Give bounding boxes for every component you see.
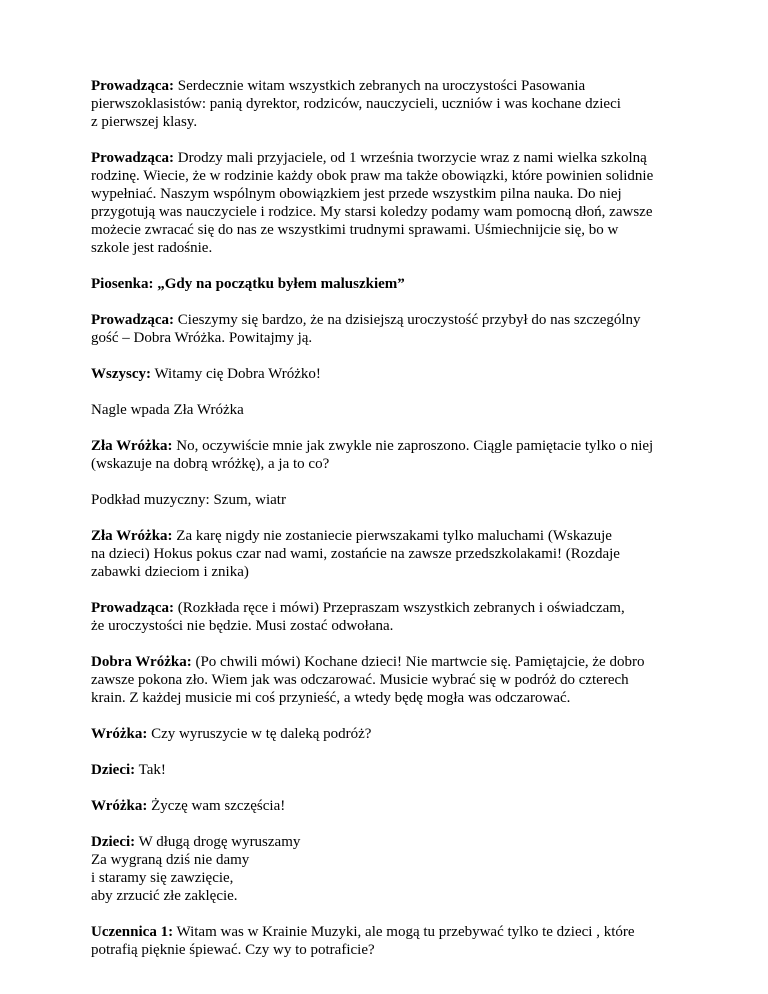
speaker-label: Dobra Wróżka: bbox=[91, 654, 192, 670]
speaker-label: Prowadząca: bbox=[91, 78, 175, 94]
speaker-label: Prowadząca: bbox=[91, 600, 175, 616]
paragraph-text: Życzę wam szczęścia! bbox=[147, 798, 286, 814]
paragraph-14 bbox=[91, 797, 691, 815]
paragraph-12 bbox=[91, 725, 691, 743]
paragraph-5 bbox=[91, 365, 691, 383]
paragraph-text: Czy wyruszycie w tę daleką podróż? bbox=[147, 726, 372, 742]
paragraph-text: Cieszymy się bardzo, że na dzisiejszą uroczystość przybył do nas szczególny gość – Dobra Wróżka. Powitajmy ją. bbox=[91, 312, 641, 346]
paragraph-text: Witam was w Krainie Muzyki, ale mogą tu przebywać tylko te dzieci , które potrafią pięknie śpiewać. Czy wy to potraficie? bbox=[91, 924, 635, 958]
paragraph-text: Tak! bbox=[135, 762, 166, 778]
paragraph-11 bbox=[91, 653, 691, 707]
paragraph-text: Serdecznie witam wszystkich zebranych na uroczystości Pasowania pierwszoklasistów: panią dyrektor, rodziców, nauczycieli, uczniów i was kochane dzieci z pierwszej klasy. bbox=[91, 78, 621, 130]
paragraph-15 bbox=[91, 833, 691, 905]
paragraph-text: Witamy cię Dobra Wróżko! bbox=[151, 366, 321, 382]
paragraph-8 bbox=[91, 491, 691, 509]
speaker-label: Wróżka: bbox=[91, 726, 148, 742]
paragraph-13 bbox=[91, 761, 691, 779]
paragraph-3 bbox=[91, 275, 691, 293]
paragraph-7 bbox=[91, 437, 691, 473]
stage-direction: Nagle wpada Zła Wróżka bbox=[91, 402, 244, 418]
speaker-label: Uczennica 1: bbox=[91, 924, 174, 940]
paragraph-6 bbox=[91, 401, 691, 419]
paragraph-2 bbox=[91, 149, 691, 257]
paragraph-4 bbox=[91, 311, 691, 347]
document-page bbox=[91, 77, 691, 959]
paragraph-16 bbox=[91, 923, 691, 959]
paragraph-text: (Po chwili mówi) Kochane dzieci! Nie martwcie się. Pamiętajcie, że dobro zawsze pokona zło. Wiem jak was odczarować. Musicie wybrać się w podróż do czterech krain. Z każdej musicie mi coś przynieść, a wtedy będę mogła was odczarować. bbox=[91, 654, 645, 706]
speaker-label: Wszyscy: bbox=[91, 366, 151, 382]
verse-text: W długą drogę wyruszamy Za wygraną dziś nie damy i staramy się zawzięcie, aby zrzucić złe zaklęcie. bbox=[91, 834, 301, 904]
song-heading: Piosenka: „Gdy na początku byłem maluszkiem” bbox=[91, 276, 405, 292]
paragraph-text: Za karę nigdy nie zostaniecie pierwszakami tylko maluchami (Wskazuje na dzieci) Hokus pokus czar nad wami, zostańcie na zawsze przedszkolakami! (Rozdaje zabawki dzieciom i znika) bbox=[91, 528, 620, 580]
speaker-label: Zła Wróżka: bbox=[91, 438, 173, 454]
paragraph-9 bbox=[91, 527, 691, 581]
speaker-label: Wróżka: bbox=[91, 798, 148, 814]
paragraph-text: (Rozkłada ręce i mówi) Przepraszam wszystkich zebranych i oświadczam, że uroczystości nie będzie. Musi zostać odwołana. bbox=[91, 600, 625, 634]
paragraph-1 bbox=[91, 77, 691, 131]
speaker-label: Zła Wróżka: bbox=[91, 528, 173, 544]
speaker-label: Prowadząca: bbox=[91, 312, 175, 328]
paragraph-text: No, oczywiście mnie jak zwykle nie zaproszono. Ciągle pamiętacie tylko o niej (wskazuje na dobrą wróżkę), a ja to co? bbox=[91, 438, 654, 472]
paragraph-text: Drodzy mali przyjaciele, od 1 września tworzycie wraz z nami wielka szkolną rodzinę. Wiecie, że w rodzinie każdy obok praw ma także obowiązki, które powinien solidnie wypełniać. Naszym wspólnym obowiązkiem jest przede wszystkim pilna nauka. Do niej przygotują was nauczyciele i rodzice. My starsi koledzy podamy wam pomocną dłoń, zawsze możecie zwracać się do nas ze wszystkimi trudnymi sprawami. Uśmiechnijcie się, bo w szkole jest radośnie. bbox=[91, 150, 654, 256]
speaker-label: Dzieci: bbox=[91, 762, 136, 778]
speaker-label: Dzieci: bbox=[91, 834, 136, 850]
paragraph-10 bbox=[91, 599, 691, 635]
stage-direction: Podkład muzyczny: Szum, wiatr bbox=[91, 492, 286, 508]
speaker-label: Prowadząca: bbox=[91, 150, 175, 166]
